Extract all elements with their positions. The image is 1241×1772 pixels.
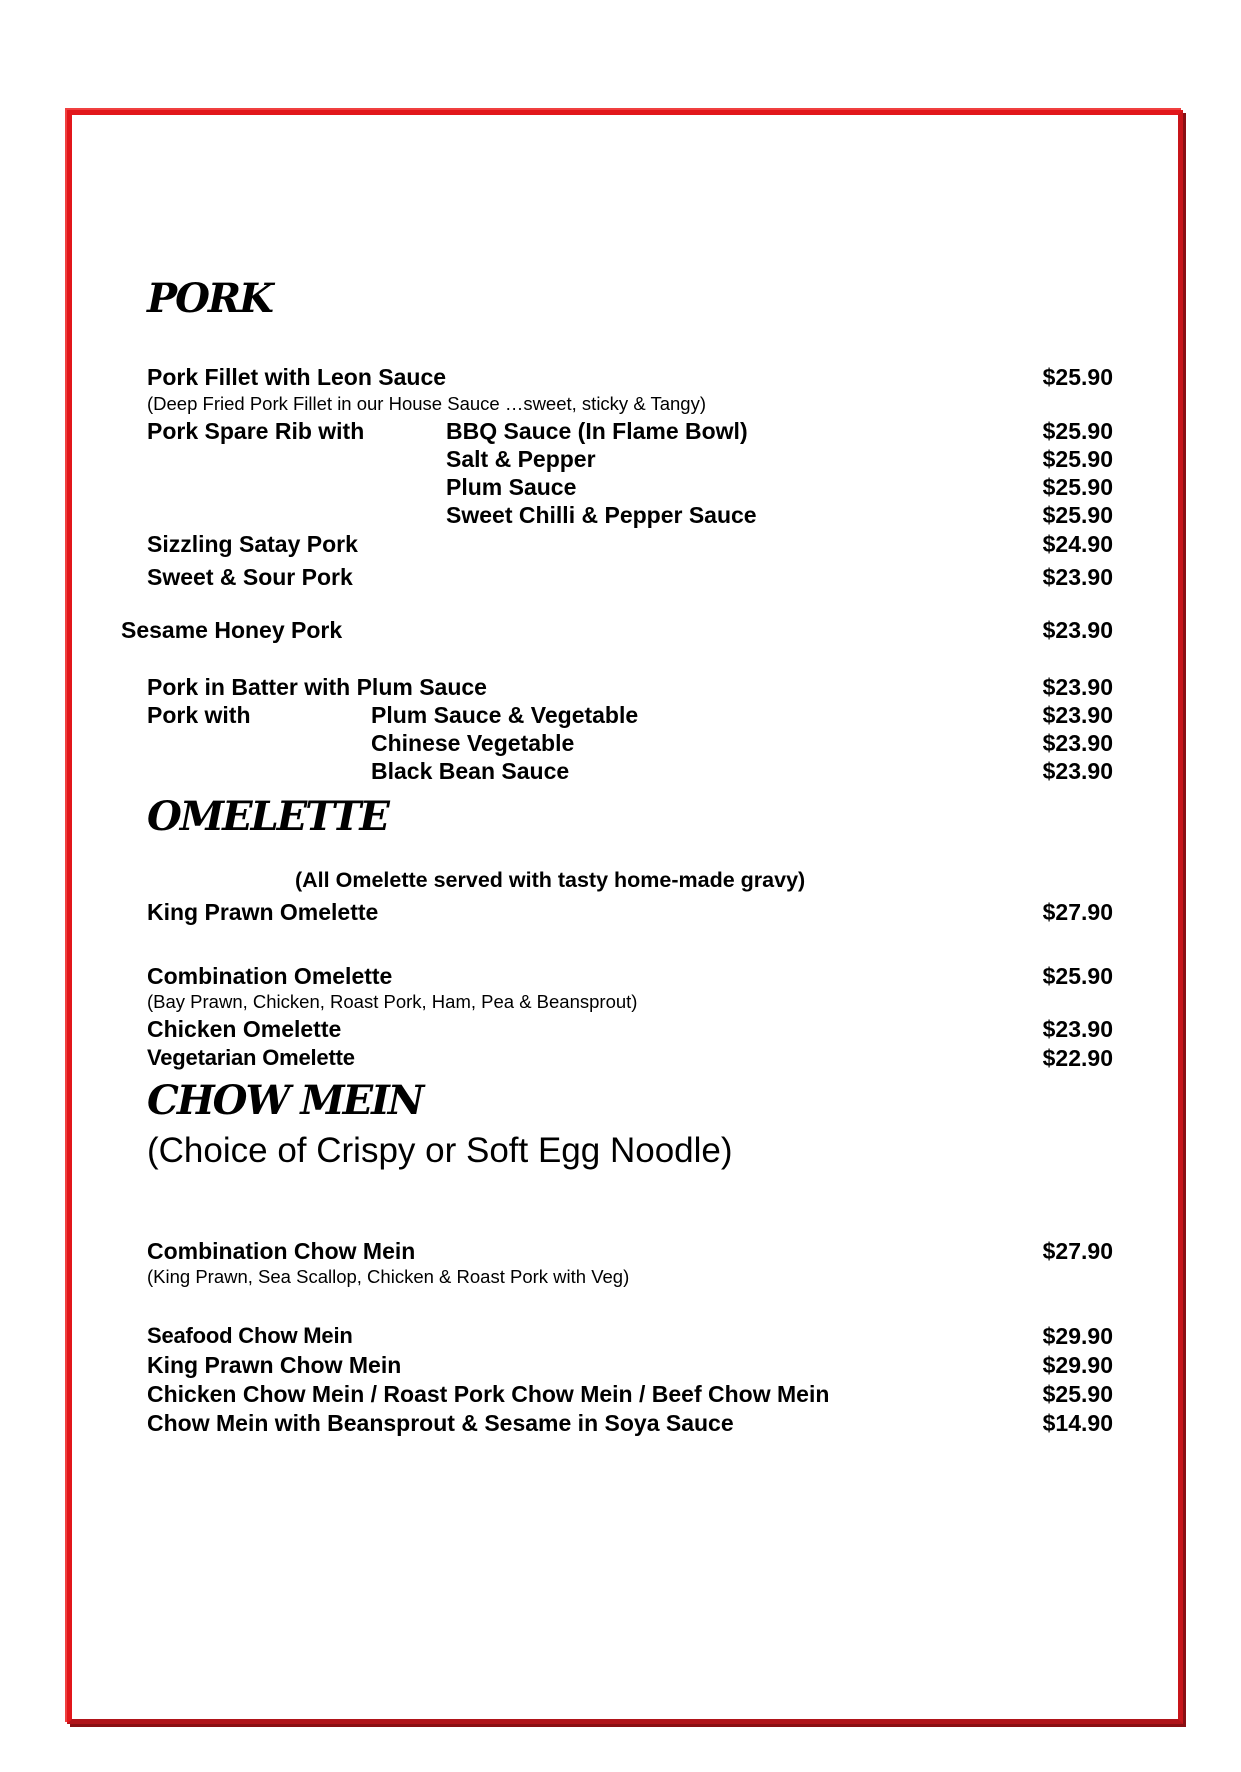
- pork-with-price: $23.90: [1042, 758, 1113, 784]
- spare-rib-price: $25.90: [1042, 418, 1113, 444]
- omelette-note: (All Omelette served with tasty home-made gravy): [295, 868, 806, 892]
- satay-pork-name: Sizzling Satay Pork: [147, 531, 358, 557]
- spare-rib-price: $25.90: [1042, 474, 1113, 500]
- sesame-pork-price: $23.90: [1042, 617, 1113, 643]
- chicken-roast-beef-chow-mein-name: Chicken Chow Mein / Roast Pork Chow Mein / Beef Chow Mein: [147, 1381, 830, 1407]
- combination-omelette-desc: (Bay Prawn, Chicken, Roast Pork, Ham, Pea & Beansprout): [147, 991, 638, 1012]
- pork-with-option: Chinese Vegetable: [371, 730, 575, 756]
- omelette-heading: OMELETTE: [147, 793, 388, 840]
- spare-rib-price: $25.90: [1042, 446, 1113, 472]
- spare-rib-option: Salt & Pepper: [446, 446, 596, 472]
- chow-mein-heading: CHOW MEIN: [147, 1077, 423, 1124]
- pork-fillet-desc: (Deep Fried Pork Fillet in our House Sauce …sweet, sticky & Tangy): [147, 393, 706, 414]
- spare-rib-option: Plum Sauce: [446, 474, 577, 500]
- combination-omelette-price: $25.90: [1042, 963, 1113, 989]
- chicken-roast-beef-chow-mein-price: $25.90: [1042, 1381, 1113, 1407]
- seafood-chow-mein-name: Seafood Chow Mein: [147, 1323, 353, 1348]
- sweet-sour-pork-price: $23.90: [1042, 564, 1113, 590]
- seafood-chow-mein-price: $29.90: [1042, 1323, 1113, 1349]
- pork-fillet-name: Pork Fillet with Leon Sauce: [147, 364, 447, 390]
- pork-with-label: Pork with: [147, 702, 251, 728]
- beansprout-chow-mein-name: Chow Mein with Beansprout & Sesame in Soya Sauce: [147, 1410, 734, 1436]
- chow-mein-subheading: (Choice of Crispy or Soft Egg Noodle): [147, 1131, 733, 1170]
- king-prawn-omelette-name: King Prawn Omelette: [147, 899, 379, 925]
- spare-rib-price: $25.90: [1042, 502, 1113, 528]
- pork-fillet-price: $25.90: [1042, 364, 1113, 390]
- satay-pork-price: $24.90: [1042, 531, 1113, 557]
- batter-pork-price: $23.90: [1042, 674, 1113, 700]
- combination-omelette-name: Combination Omelette: [147, 963, 393, 989]
- sweet-sour-pork-name: Sweet & Sour Pork: [147, 564, 353, 590]
- combination-chow-mein-desc: (King Prawn, Sea Scallop, Chicken & Roast Pork with Veg): [147, 1266, 630, 1287]
- king-prawn-omelette-price: $27.90: [1042, 899, 1113, 925]
- chicken-omelette-price: $23.90: [1042, 1016, 1113, 1042]
- pork-with-price: $23.90: [1042, 702, 1113, 728]
- pork-with-price: $23.90: [1042, 730, 1113, 756]
- vegetarian-omelette-price: $22.90: [1042, 1045, 1113, 1071]
- king-prawn-chow-mein-name: King Prawn Chow Mein: [147, 1352, 402, 1378]
- king-prawn-chow-mein-price: $29.90: [1042, 1352, 1113, 1378]
- sesame-pork-name: Sesame Honey Pork: [121, 617, 343, 643]
- pork-with-option: Black Bean Sauce: [371, 758, 570, 784]
- combination-chow-mein-price: $27.90: [1042, 1238, 1113, 1264]
- chicken-omelette-name: Chicken Omelette: [147, 1016, 342, 1042]
- combination-chow-mein-name: Combination Chow Mein: [147, 1238, 416, 1264]
- spare-rib-option: Sweet Chilli & Pepper Sauce: [446, 502, 757, 528]
- pork-with-option: Plum Sauce & Vegetable: [371, 702, 639, 728]
- beansprout-chow-mein-price: $14.90: [1042, 1410, 1113, 1436]
- pork-heading: PORK: [147, 275, 272, 322]
- spare-rib-label: Pork Spare Rib with: [147, 418, 365, 444]
- spare-rib-option: BBQ Sauce (In Flame Bowl): [446, 418, 748, 444]
- vegetarian-omelette-name: Vegetarian Omelette: [147, 1045, 355, 1070]
- batter-pork-name: Pork in Batter with Plum Sauce: [147, 674, 487, 700]
